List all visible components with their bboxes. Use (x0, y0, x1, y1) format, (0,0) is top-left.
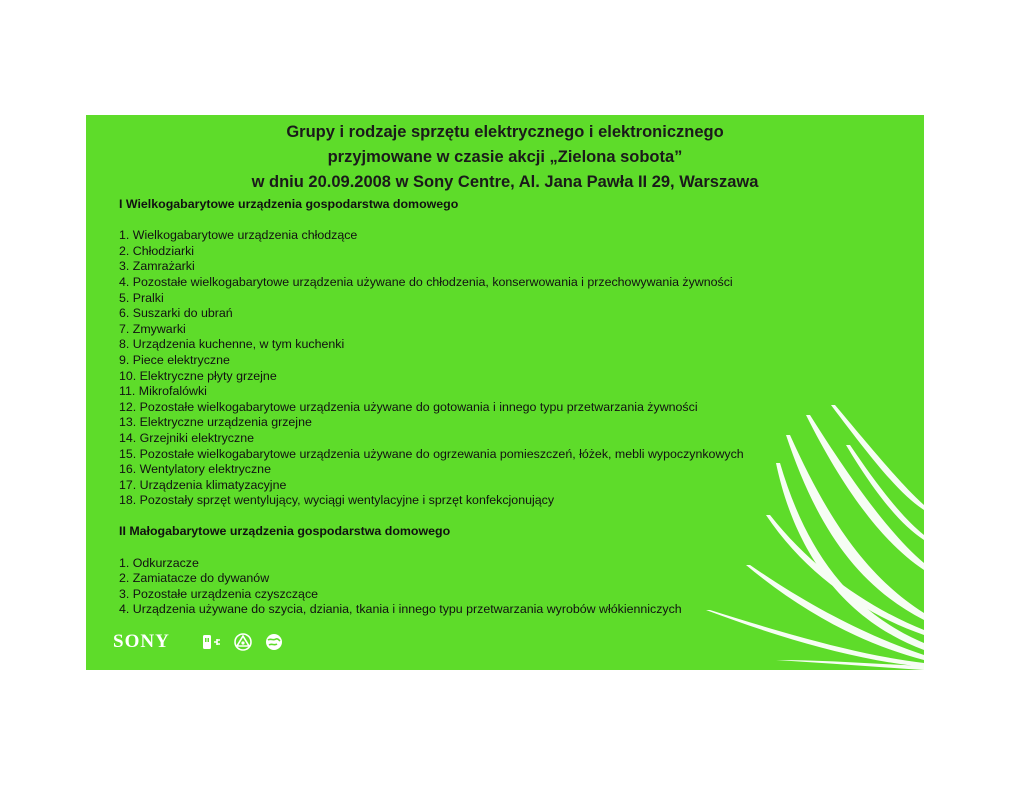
list-item: 9. Piece elektryczne (119, 352, 230, 367)
content (119, 197, 909, 618)
list-item: 18. Pozostały sprzęt wentylujący, wyciągi wentylacyjne i sprzęt konfekcjonujący (119, 493, 555, 508)
list-item: 4. Urządzenia używane do szycia, dziania, tkania i innego typu przetwarzania wyrobów włókienniczych (119, 602, 682, 617)
plug-icon (202, 633, 222, 651)
slide (86, 115, 924, 670)
eco-icons (202, 633, 284, 651)
section1-list (119, 228, 909, 509)
sony-logo: SONY (113, 631, 170, 652)
globe-icon (264, 633, 284, 651)
list-item: 3. Pozostałe urządzenia czyszczące (119, 586, 319, 601)
list-item: 1. Wielkogabarytowe urządzenia chłodzące (119, 228, 358, 243)
list-item: 10. Elektryczne płyty grzejne (119, 368, 277, 383)
list-item: 16. Wentylatory elektryczne (119, 462, 271, 477)
list-item: 13. Elektryczne urządzenia grzejne (119, 415, 312, 430)
list-item: 4. Pozostałe wielkogabarytowe urządzenia używane do chłodzenia, konserwowania i przechowywania żywności (119, 274, 733, 289)
list-item: 1. Odkurzacze (119, 555, 199, 570)
list-item: 8. Urządzenia kuchenne, w tym kuchenki (119, 337, 345, 352)
list-item: 17. Urządzenia klimatyzacyjne (119, 477, 287, 492)
footer-logos (113, 630, 284, 654)
list-item: 11. Mikrofalówki (119, 384, 207, 399)
recycle-triangle-icon (232, 633, 254, 651)
section2-list (119, 556, 909, 618)
list-item: 5. Pralki (119, 290, 164, 305)
page-title (86, 120, 924, 195)
list-item: 6. Suszarki do ubrań (119, 306, 233, 321)
list-item: 15. Pozostałe wielkogabarytowe urządzenia używane do ogrzewania pomieszczeń, łóżek, mebli wypoczynkowych (119, 446, 744, 461)
list-item: 14. Grzejniki elektryczne (119, 430, 254, 445)
list-item: 3. Zamrażarki (119, 259, 195, 274)
title-line-2: przyjmowane w czasie akcji „Zielona sobota” (327, 148, 683, 166)
section2-heading: II Małogabarytowe urządzenia gospodarstwa domowego (119, 524, 451, 539)
list-item: 2. Zamiatacze do dywanów (119, 571, 270, 586)
list-item: 7. Zmywarki (119, 321, 186, 336)
section1-heading: I Wielkogabarytowe urządzenia gospodarstwa domowego (119, 197, 459, 211)
list-item: 2. Chłodziarki (119, 243, 195, 258)
title-line-3: w dniu 20.09.2008 w Sony Centre, Al. Jana Pawła II 29, Warszawa (251, 173, 759, 191)
list-item: 12. Pozostałe wielkogabarytowe urządzenia używane do gotowania i innego typu przetwarzania żywności (119, 399, 698, 414)
title-line-1: Grupy i rodzaje sprzętu elektrycznego i elektronicznego (286, 123, 724, 141)
